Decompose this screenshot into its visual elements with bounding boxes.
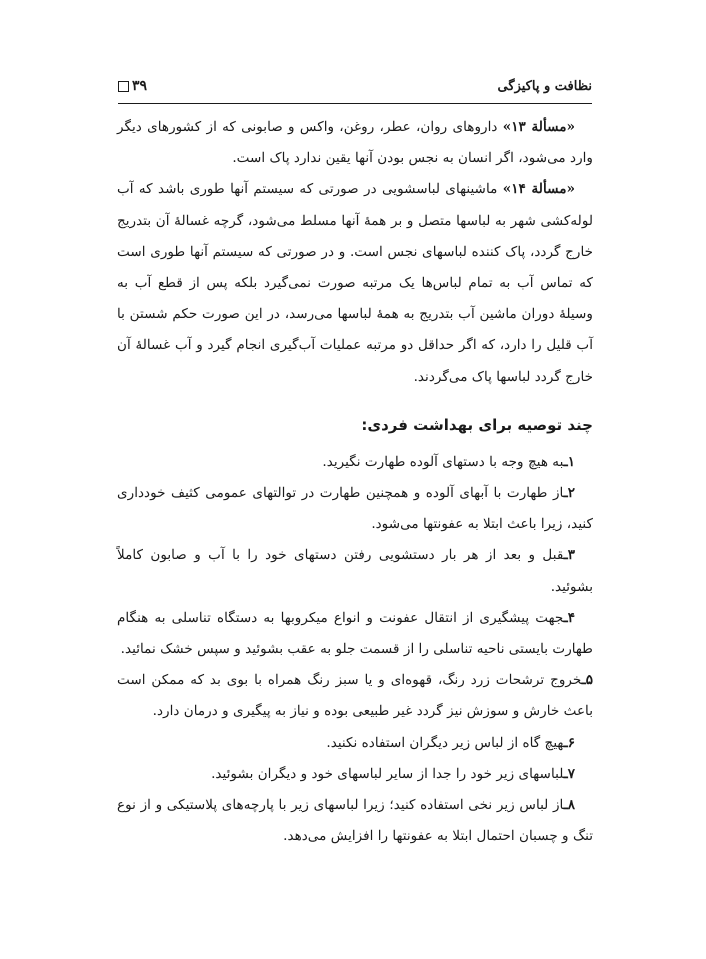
masaleh-label: «مسألة ۱۳» xyxy=(502,119,575,135)
tip-item: ۲ـاز طهارت با آبهای آلوده و همچنین طهارت در توالتهای عمومی کثیف خودداری کنید، زیرا باعث ابتلا به عفونتها می‌شود. xyxy=(117,485,593,533)
tip-item: ۵ـخروج ترشحات زرد رنگ، قهوه‌ای و یا سبز رنگ همراه با بوی بد که ممکن است باعث خارش و سوزش نیز گردد غیر طبیعی بوده و نیاز به پیگیری و درمان دارد. xyxy=(117,672,593,720)
square-ornament-icon xyxy=(118,81,129,92)
tip-item: ۸ـاز لباس زیر نخی استفاده کنید؛ زیرا لباسهای زیر با پارچه‌های پلاستیکی و از نوع تنگ و چسبان احتمال ابتلا به عفونتها را افزایش می‌دهد. xyxy=(117,797,593,845)
masaleh-13 xyxy=(117,112,593,174)
tip-item: ۱ـبه هیچ وجه با دستهای آلوده طهارت نگیرید. xyxy=(322,453,575,470)
running-title: نظافت و پاکیزگی xyxy=(497,79,592,94)
page-body xyxy=(117,112,593,852)
masaleh-14 xyxy=(117,174,593,392)
header-divider xyxy=(118,103,592,104)
section-heading: چند توصیه برای بهداشت فردی: xyxy=(361,415,593,434)
masaleh-text: ماشینهای لباسشویی در صورتی که سیستم آنها طوری باشد که آب لوله‌کشی شهر به لباسها متصل و بر همهٔ آنها مسلط می‌شود، گرچه غسالهٔ آن بتدریج خارج گردد، پاک کننده لباسهای نجس است. و در صورتی که سیستم آنها طوری است که تماس آب به تمام لباس‌ها یک مرتبه صورت نمی‌گیرد بلکه پس از قطع آب به وسیلهٔ دوران ماشین آب بتدریج به همهٔ لباسها می‌رسد، در این صورت حکم شستن با آب قلیل را دارد، که اگر حداقل دو مرتبه عملیات آب‌گیری انجام گیرد و آب غسالهٔ آن خارج گردد لباسها پاک می‌گردند. xyxy=(117,181,593,385)
tip-item: ۷ـلباسهای زیر خود را جدا از سایر لباسهای خود و دیگران بشوئید. xyxy=(211,765,575,782)
page-number xyxy=(118,78,147,94)
page-header xyxy=(118,78,592,102)
tip-item: ۶ـهیچ گاه از لباس زیر دیگران استفاده نکنید. xyxy=(326,734,575,751)
tip-item: ۳ـقبل و بعد از هر بار دستشویی رفتن دستهای خود را با آب و صابون کاملاً بشوئید. xyxy=(117,547,593,595)
masaleh-text: داروهای روان، عطر، روغن، واکس و صابونی که از کشورهای دیگر وارد می‌شود، اگر انسان به نجس بودن آنها یقین ندارد پاک است. xyxy=(117,119,593,167)
page-number-text: ۳۹ xyxy=(132,78,148,94)
tip-item: ۴ـجهت پیشگیری از انتقال عفونت و انواع میکروبها به دستگاه تناسلی به هنگام طهارت بایستی ناحیه تناسلی را از قسمت جلو به عقب بشوئید و سپس خشک نمائید. xyxy=(117,609,593,658)
masaleh-label: «مسألة ۱۴» xyxy=(502,181,575,198)
